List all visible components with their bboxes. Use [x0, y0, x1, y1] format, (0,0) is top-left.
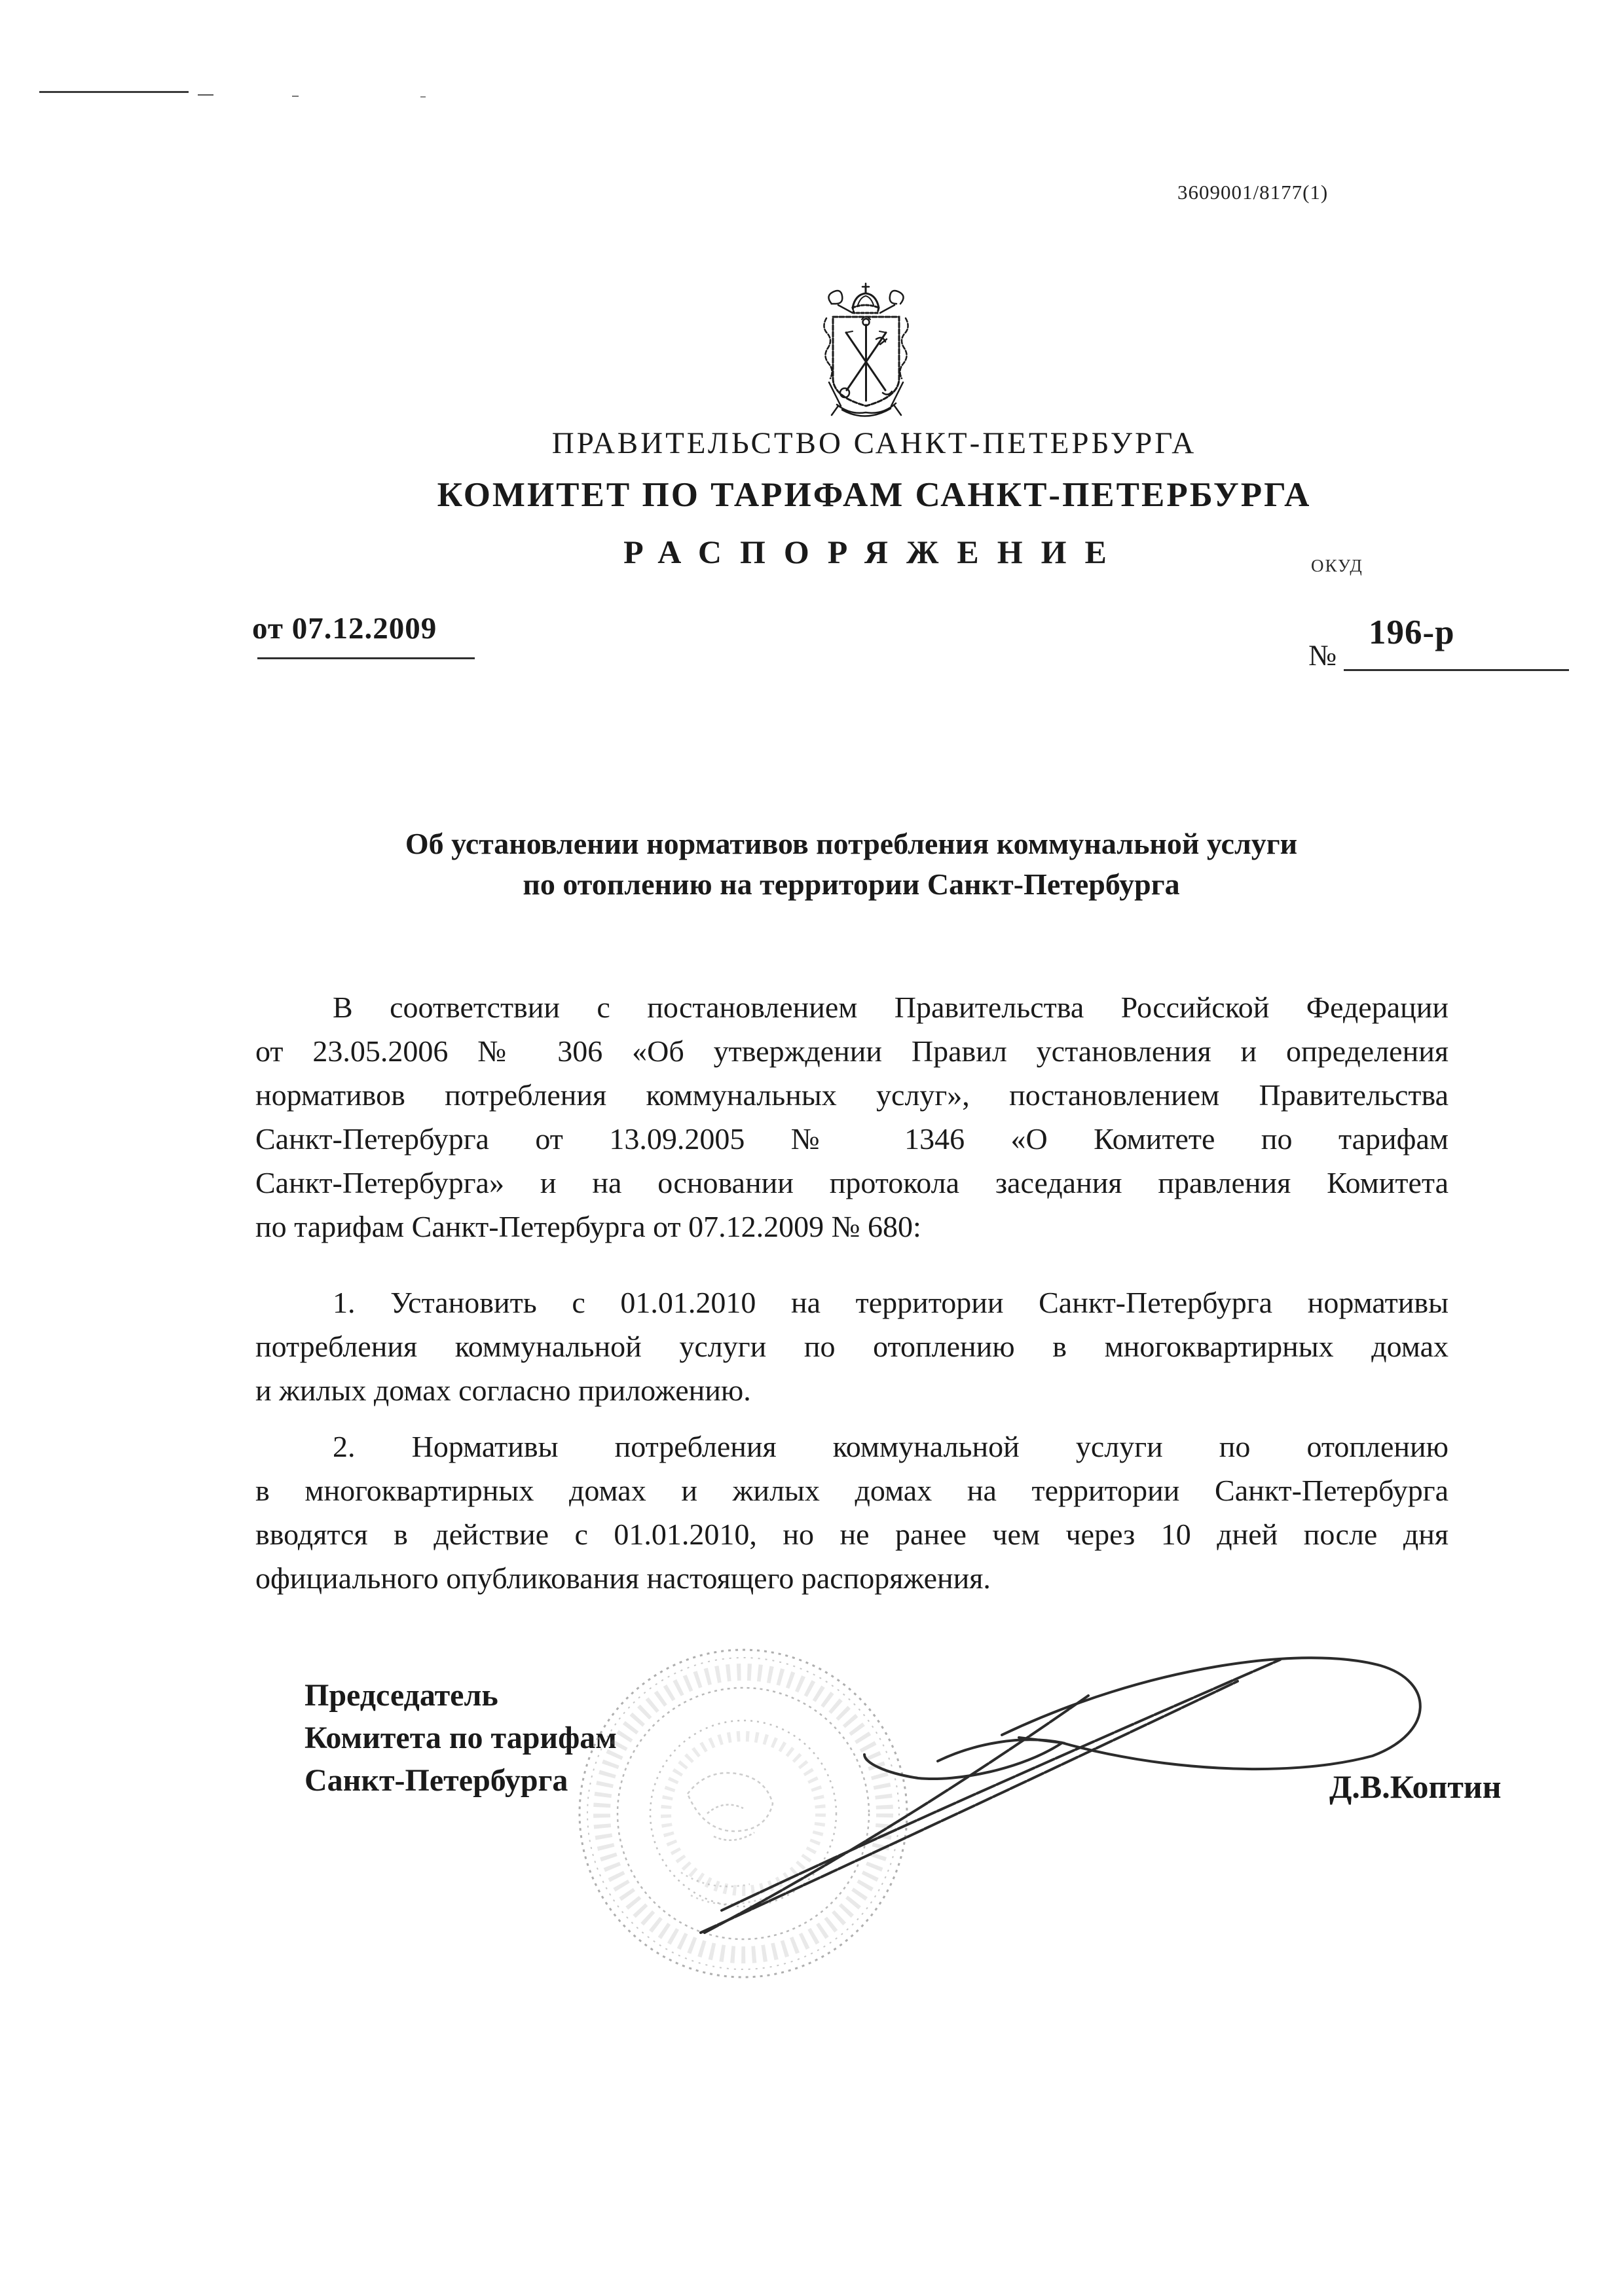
committee-name: КОМИТЕТ ПО ТАРИФАМ САНКТ-ПЕТЕРБУРГА — [437, 476, 1312, 514]
signer-position-line-2: Комитета по тарифам — [304, 1721, 617, 1755]
title-line-2: по отоплению на территории Санкт-Петербурга — [523, 867, 1180, 901]
scan-artifact-line — [39, 91, 189, 93]
body-line: по тарифам Санкт-Петербурга от 07.12.2009 № 680: — [255, 1210, 921, 1243]
scan-artifact-speck — [292, 96, 299, 97]
body-line: Санкт-Петербурга» и на основании протокола заседания правления Комитета — [255, 1166, 1449, 1199]
body-line: в многоквартирных домах и жилых домах на территории Санкт-Петербурга — [255, 1474, 1449, 1507]
document-date: от 07.12.2009 — [252, 611, 437, 646]
document-number: 196-р — [1369, 613, 1455, 651]
body-line: 1. Установить с 01.01.2010 на территории Санкт-Петербурга нормативы — [333, 1286, 1449, 1319]
saint-petersburg-coat-of-arms-icon — [812, 282, 920, 422]
body-line: потребления коммунальной услуги по отоплению в многоквартирных домах — [255, 1330, 1449, 1363]
scan-artifact-speck — [420, 96, 426, 98]
body-line: 2. Нормативы потребления коммунальной услуги по отоплению — [333, 1430, 1449, 1463]
body-line: нормативов потребления коммунальных услуг», постановлением Правительства — [255, 1078, 1449, 1112]
document-title — [255, 824, 1447, 905]
directive-item-2 — [255, 1425, 1449, 1600]
government-name: ПРАВИТЕЛЬСТВО САНКТ-ПЕТЕРБУРГА — [551, 426, 1197, 460]
okud-label: ОКУД — [1311, 556, 1363, 575]
document-type: РАСПОРЯЖЕНИЕ — [623, 534, 1125, 570]
body-line: и жилых домах согласно приложению. — [255, 1374, 751, 1407]
stamp-and-signature — [557, 1597, 1486, 2023]
handwritten-signature-icon — [701, 1658, 1420, 1933]
round-seal-stamp-icon — [580, 1650, 907, 1977]
directive-item-1 — [255, 1281, 1449, 1412]
scan-artifact-dash — [198, 94, 213, 96]
signer-position-line-3: Санкт-Петербурга — [304, 1763, 568, 1798]
signer-name: Д.В.Коптин — [1329, 1768, 1502, 1805]
signer-position-line-1: Председатель — [304, 1678, 498, 1713]
body-line: от 23.05.2006 № 306 «Об утверждении Правил установления и определения — [255, 1034, 1449, 1068]
body-line: официального опубликования настоящего распоряжения. — [255, 1561, 991, 1595]
date-underline — [257, 657, 475, 659]
body-line: В соответствии с постановлением Правительства Российской Федерации — [333, 991, 1449, 1024]
preamble-paragraph — [255, 985, 1449, 1248]
document-reference-number: 3609001/8177(1) — [1177, 181, 1329, 204]
number-sign: № — [1308, 639, 1337, 672]
body-line: вводятся в действие с 01.01.2010, но не ранее чем через 10 дней после дня — [255, 1518, 1449, 1551]
title-line-1: Об установлении нормативов потребления коммунальной услуги — [405, 827, 1298, 860]
body-line: Санкт-Петербурга от 13.09.2005 № 1346 «О Комитете по тарифам — [255, 1122, 1449, 1156]
number-underline — [1344, 669, 1569, 671]
